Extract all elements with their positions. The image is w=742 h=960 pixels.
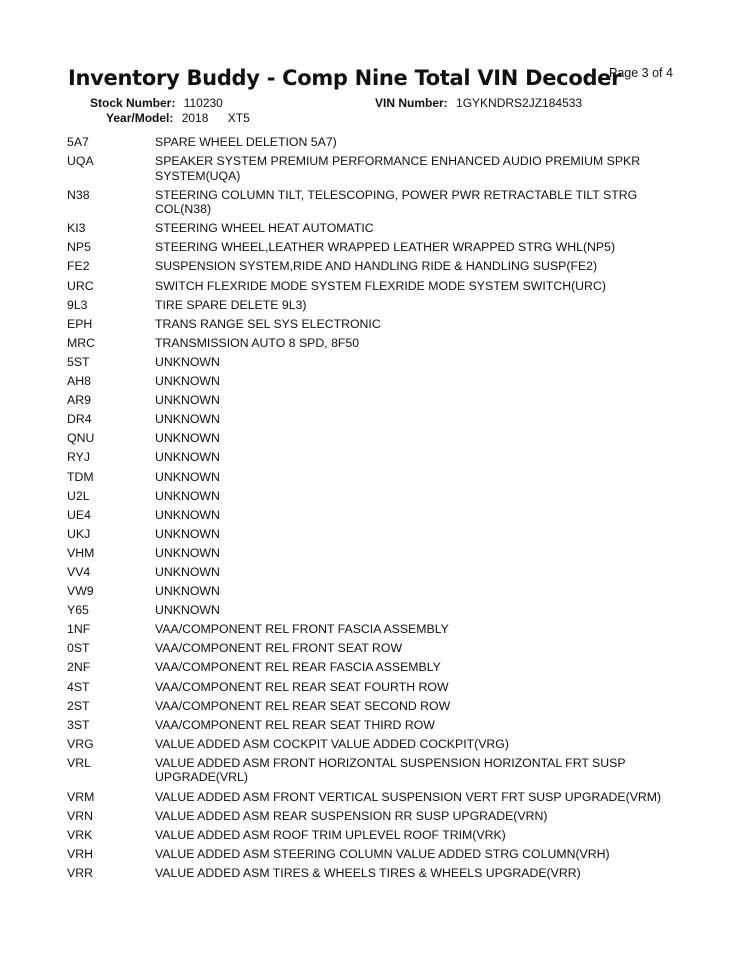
option-row — [67, 790, 667, 805]
option-row — [67, 565, 667, 580]
option-row — [67, 135, 667, 150]
option-row — [67, 336, 667, 351]
model-value: XT5 — [227, 111, 250, 125]
option-description: SPEAKER SYSTEM PREMIUM PERFORMANCE ENHANCED AUDIO PREMIUM SPKR SYSTEM(UQA) — [155, 154, 641, 183]
option-row — [67, 828, 667, 843]
option-description: UNKNOWN — [155, 469, 220, 484]
option-row — [67, 584, 667, 599]
year-model-label: Year/Model: — [106, 111, 174, 125]
option-description: VALUE ADDED ASM ROOF TRIM UPLEVEL ROOF TRIM(VRK) — [155, 827, 506, 842]
page-number: Page 3 of 4 — [609, 66, 673, 80]
stock-number-value: 110230 — [183, 96, 223, 110]
year-value: 2018 — [181, 111, 209, 125]
option-code: EPH — [67, 316, 93, 331]
option-row — [67, 680, 667, 695]
option-row — [67, 508, 667, 523]
option-code: UKJ — [67, 526, 91, 541]
option-code: FE2 — [67, 259, 90, 274]
option-row — [67, 866, 667, 881]
option-code: DR4 — [67, 412, 92, 427]
option-code: U2L — [67, 488, 90, 503]
vin-number-label: VIN Number: — [375, 96, 448, 110]
option-code: N38 — [67, 187, 90, 202]
option-description: VAA/COMPONENT REL REAR SEAT THIRD ROW — [155, 717, 435, 732]
option-description: TRANS RANGE SEL SYS ELECTRONIC — [155, 316, 381, 331]
option-code: MRC — [67, 335, 96, 350]
option-code: 2NF — [67, 660, 91, 675]
option-description: VAA/COMPONENT REL REAR SEAT FOURTH ROW — [155, 679, 449, 694]
option-code: VRH — [67, 846, 93, 861]
option-row — [67, 221, 667, 236]
option-row — [67, 660, 667, 675]
option-row — [67, 298, 667, 313]
option-code: VW9 — [67, 584, 94, 599]
option-row — [67, 546, 667, 561]
option-description: UNKNOWN — [155, 603, 220, 618]
option-row — [67, 374, 667, 389]
option-description: VALUE ADDED ASM TIRES & WHEELS TIRES & WHEELS UPGRADE(VRR) — [155, 865, 581, 880]
year-model — [106, 111, 250, 125]
page-title: Inventory Buddy - Comp Nine Total VIN Decoder — [68, 66, 622, 90]
option-row — [67, 603, 667, 618]
option-code: 5A7 — [67, 135, 89, 149]
option-code: VRK — [67, 827, 93, 842]
option-description: VALUE ADDED ASM REAR SUSPENSION RR SUSP UPGRADE(VRN) — [155, 808, 548, 823]
option-description: UNKNOWN — [155, 393, 220, 408]
option-code: AR9 — [67, 393, 91, 408]
option-row — [67, 756, 667, 785]
option-description: UNKNOWN — [155, 412, 220, 427]
option-description: UNKNOWN — [155, 450, 220, 465]
option-row — [67, 393, 667, 408]
option-code: URC — [67, 278, 94, 293]
option-description: VALUE ADDED ASM COCKPIT VALUE ADDED COCKPIT(VRG) — [155, 736, 509, 751]
option-row — [67, 641, 667, 656]
stock-number — [90, 96, 223, 110]
option-code: VRM — [67, 789, 95, 804]
option-row — [67, 317, 667, 332]
option-description: VALUE ADDED ASM STEERING COLUMN VALUE ADDED STRG COLUMN(VRH) — [155, 846, 610, 861]
option-code: 1NF — [67, 622, 91, 637]
option-row — [67, 154, 667, 183]
option-code: AH8 — [67, 374, 91, 389]
option-row — [67, 699, 667, 714]
stock-number-label: Stock Number: — [90, 96, 176, 110]
option-code: 2ST — [67, 698, 90, 713]
option-row — [67, 412, 667, 427]
option-code: RYJ — [67, 450, 91, 465]
option-description: SUSPENSION SYSTEM,RIDE AND HANDLING RIDE & HANDLING SUSP(FE2) — [155, 259, 598, 274]
option-code: VRL — [67, 755, 91, 770]
option-description: UNKNOWN — [155, 545, 220, 560]
option-description: VAA/COMPONENT REL REAR SEAT SECOND ROW — [155, 698, 451, 713]
option-code: VV4 — [67, 564, 91, 579]
option-description: UNKNOWN — [155, 507, 220, 522]
option-description: TRANSMISSION AUTO 8 SPD, 8F50 — [155, 335, 360, 350]
option-description: UNKNOWN — [155, 564, 220, 579]
option-description: UNKNOWN — [155, 374, 220, 389]
option-code: VRN — [67, 808, 93, 823]
option-description: VALUE ADDED ASM FRONT HORIZONTAL SUSPENSION HORIZONTAL FRT SUSP UPGRADE(VRL) — [155, 755, 626, 785]
option-description: UNKNOWN — [155, 526, 220, 541]
option-row — [67, 737, 667, 752]
option-description: UNKNOWN — [155, 488, 220, 503]
option-code: UQA — [67, 154, 94, 169]
option-row — [67, 450, 667, 465]
option-code: KI3 — [67, 221, 86, 236]
option-description: VAA/COMPONENT REL FRONT SEAT ROW — [155, 641, 403, 656]
option-row — [67, 622, 667, 637]
option-code: VHM — [67, 545, 95, 560]
option-row — [67, 809, 667, 824]
option-row — [67, 279, 667, 294]
option-row — [67, 240, 667, 255]
option-description: VAA/COMPONENT REL FRONT FASCIA ASSEMBLY — [155, 622, 449, 637]
vin-number — [375, 96, 582, 110]
option-code: 3ST — [67, 717, 90, 732]
option-code: 5ST — [67, 354, 90, 369]
option-row — [67, 355, 667, 370]
option-code: QNU — [67, 431, 95, 446]
option-code: VRG — [67, 736, 94, 751]
option-code: NP5 — [67, 240, 91, 255]
option-code: 4ST — [67, 679, 90, 694]
option-code: VRR — [67, 865, 93, 880]
option-row — [67, 527, 667, 542]
option-description: VALUE ADDED ASM FRONT VERTICAL SUSPENSION VERT FRT SUSP UPGRADE(VRM) — [155, 789, 662, 804]
option-description: SWITCH FLEXRIDE MODE SYSTEM FLEXRIDE MODE SYSTEM SWITCH(URC) — [155, 278, 606, 293]
option-row — [67, 489, 667, 504]
option-code: 9L3 — [67, 297, 88, 312]
option-row — [67, 718, 667, 733]
option-description: UNKNOWN — [155, 584, 220, 599]
option-description: TIRE SPARE DELETE 9L3) — [155, 297, 307, 312]
option-description: SPARE WHEEL DELETION 5A7) — [155, 135, 337, 149]
option-row — [67, 259, 667, 274]
option-code: UE4 — [67, 507, 91, 522]
option-row — [67, 431, 667, 446]
option-description: STEERING WHEEL HEAT AUTOMATIC — [155, 221, 374, 236]
option-description: STEERING WHEEL,LEATHER WRAPPED LEATHER WRAPPED STRG WHL(NP5) — [155, 240, 616, 255]
option-row — [67, 188, 667, 217]
option-code: Y65 — [67, 603, 89, 618]
option-description: VAA/COMPONENT REL REAR FASCIA ASSEMBLY — [155, 660, 441, 675]
option-description: STEERING COLUMN TILT, TELESCOPING, POWER PWR RETRACTABLE TILT STRG COL(N38) — [155, 187, 638, 217]
option-description: UNKNOWN — [155, 354, 220, 369]
option-row — [67, 847, 667, 862]
option-code: 0ST — [67, 641, 90, 656]
option-description: UNKNOWN — [155, 431, 220, 446]
option-code: TDM — [67, 469, 94, 484]
vin-number-value: 1GYKNDRS2JZ184533 — [456, 96, 583, 110]
option-code-list — [67, 135, 667, 885]
option-row — [67, 470, 667, 485]
